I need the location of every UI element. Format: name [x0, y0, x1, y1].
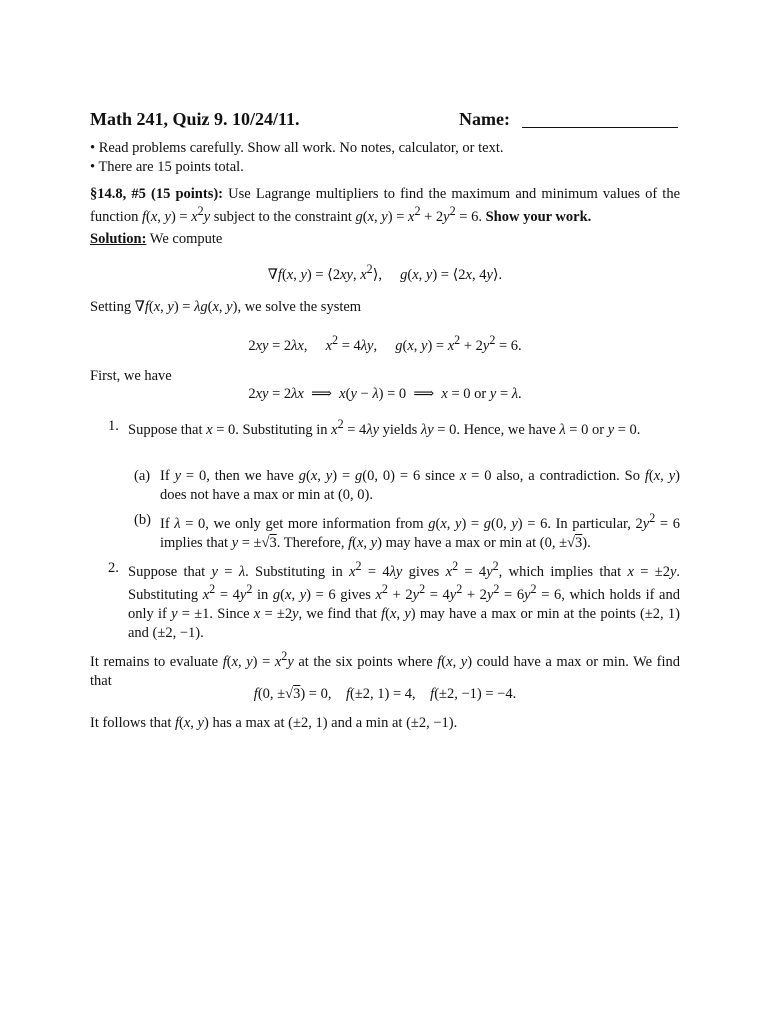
evaluation-equation: f(0, ±√3) = 0, f(±2, 1) = 4, f(±2, −1) = −4. [253, 686, 517, 702]
problem-statement [90, 185, 680, 227]
problem-text-2: subject to the constraint [213, 208, 352, 225]
gradient-equation: ∇f(x, y) = ⟨2xy, $x^2⟩$, g(x, y) = ⟨2x, 4y⟩. [267, 262, 503, 283]
setting-text: Setting [90, 299, 132, 315]
quiz-header [90, 108, 680, 134]
conclusion: It follows that f(x, y) has a max at (±2, 1) and a min at (±2, −1). [90, 715, 458, 731]
case-1b-label: (b) [134, 512, 151, 528]
instruction-2: • There are 15 points total. [90, 159, 244, 175]
case-1 [108, 417, 680, 440]
name-label: Name: [459, 109, 510, 129]
remains-text-3: could have a max or min. We find that [90, 653, 681, 689]
solution-intro [90, 230, 680, 249]
first-line: First, we have [90, 368, 172, 384]
setting-line: Setting ∇f(x, y) = λg(x, y), we solve the system [90, 299, 362, 315]
case-1a-text: If y = 0, then we have g(x, y) = g(0, 0) = 6 since x = 0 also, a contradiction. So f(x, y) does not have a max or min at (0, 0). [160, 468, 680, 504]
case-1b-text: If λ = 0, we only get more information from g(x, y) = g(0, y) = 6. In particular, $2y^2 = 6$ implies that y = ±√3. Therefore, f(x, y) may have a max or min at (0, ±√3). [160, 511, 680, 551]
conclusion-text-3: and a min at [331, 715, 403, 731]
case-1-text: Suppose that x = 0. Substituting in $x^2 = 4\lambda y$ yields λy = 0. Hence, we have λ = 0 or y = 0. [128, 417, 641, 438]
remains-text-2: at the six points where [298, 653, 433, 670]
problem-function: f(x, $y) = x^2y$ [141, 204, 211, 225]
problem-label: §14.8, #5 (15 points): [90, 186, 224, 202]
name-field-line [522, 127, 678, 128]
system-equation: 2xy = 2λx, $x^2 = 4\lambda y$, g(x, $y) = x^2 + 2y^2 = 6$. [248, 333, 522, 354]
case-1a-label: (a) [134, 468, 151, 484]
remains-paragraph: It remains to evaluate f(x, $y) = x^2y$ at the six points where f(x, y) could have a max or min. We find that [90, 649, 681, 689]
problem-constraint: g(x, $y) = x^2 + 2y^2 = 6$. [355, 204, 482, 225]
show-work-note: Show your work. [485, 208, 592, 225]
problem-text: Use Lagrange multipliers to find the maximum and minimum values of the function [90, 186, 681, 225]
implication-equation: 2xy = 2λx ⟹ x(y − λ) = 0 ⟹ x = 0 or y = λ. [248, 386, 522, 402]
solution-label: Solution: [90, 231, 147, 247]
instruction-1: • Read problems carefully. Show all work. No notes, calculator, or text. [90, 140, 504, 156]
case-1-number: 1. [108, 418, 119, 434]
remains-text: It remains to evaluate [90, 653, 219, 670]
quiz-title: Math 241, Quiz 9. 10/24/11. [90, 109, 300, 129]
case-1a [134, 467, 680, 505]
conclusion-text: It follows that [90, 715, 172, 731]
case-2-number: 2. [108, 560, 119, 576]
case-1b [134, 511, 680, 553]
solution-intro-text: We compute [149, 231, 223, 247]
conclusion-text-2: has a max at [212, 715, 285, 731]
case-2-text: Suppose that y = λ. Substituting in $x^2 = 4\lambda y$ gives $x^2 = 4y^2$, which implies that x = ±2y. Substituting $x^2 = 4y^2$ in g(x, y) = 6 gives $x^2 + 2y^2 = 4y^2 + 2y^2 = 6y^2 = 6$, which holds if and only if y = ±1. Since x = ±2y, we find that f(x, y) may have a max or min at the points (±2, 1) and (±2, −1). [128, 559, 681, 642]
setting-text-2: , we solve the system [237, 299, 362, 315]
or-word: or [474, 386, 487, 402]
case-2 [108, 559, 680, 643]
